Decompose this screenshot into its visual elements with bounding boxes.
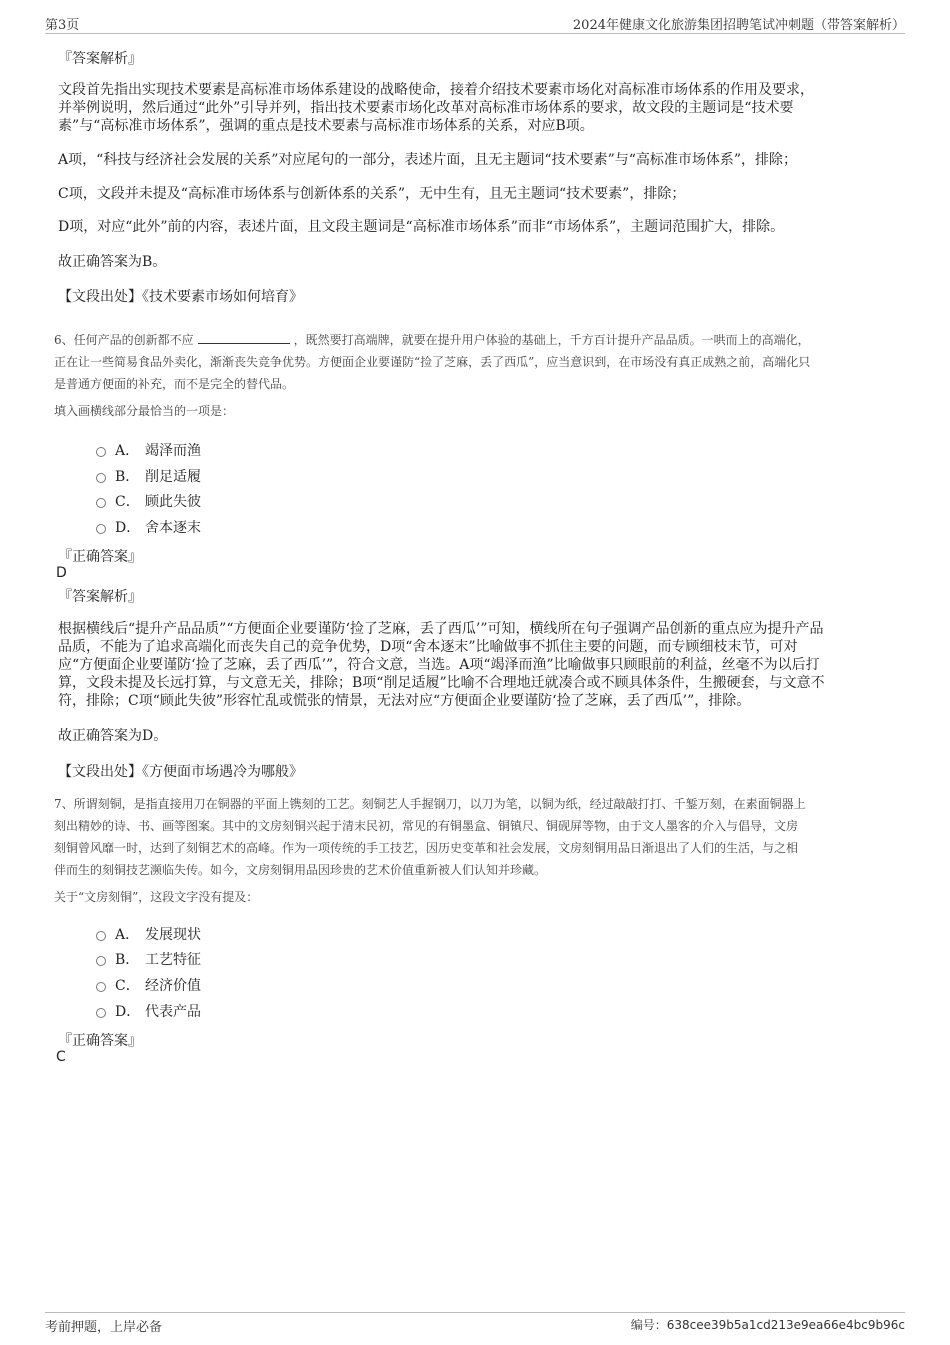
option-a[interactable]	[96, 924, 201, 944]
analysis-label: 『答案解析』	[58, 589, 142, 605]
option-b[interactable]	[96, 466, 201, 486]
radio-icon[interactable]	[96, 447, 106, 457]
radio-icon[interactable]	[96, 931, 106, 941]
document-title: 2024年健康文化旅游集团招聘笔试冲刺题（带答案解析）	[572, 18, 905, 33]
option-letter: C．	[115, 978, 140, 994]
radio-icon[interactable]	[96, 498, 106, 508]
footer-slogan: 考前押题，上岸必备	[45, 1320, 163, 1335]
correct-answer-label: 『正确答案』	[58, 1033, 142, 1049]
question-line: 伴而生的刻铜技艺濒临失传。如今，文房刻铜用品因珍贵的艺术价值重新被人们认知并珍藏。	[54, 863, 547, 877]
analysis-option-c: C项，文段并未提及“高标准市场体系与创新体系的关系”，无中生有，且无主题词“技术要素”，排除；	[58, 186, 686, 202]
option-letter: C．	[115, 494, 140, 510]
option-text: 代表产品	[145, 1004, 201, 1020]
option-a[interactable]	[96, 440, 201, 460]
question-line: 刻铜曾风靡一时，达到了刻铜艺术的高峰。作为一项传统的手工技艺，因历史变革和社会发展，文房刻铜用品日渐退出了人们的生活，与之相	[54, 841, 799, 855]
analysis-line: 并举例说明，然后通过“此外”引导并列，指出技术要素市场化改革对高标准市场体系的要求，故文段的主题词是“技术要	[58, 100, 794, 116]
analysis-line: 应“方便面企业要谨防‘捡了芝麻，丢了西瓜’”，符合文意，当选。A项“竭泽而渔”比喻做事只顾眼前的利益，丝毫不为以后打	[58, 657, 820, 673]
option-d[interactable]	[96, 517, 201, 537]
option-b[interactable]	[96, 949, 201, 969]
analysis-text	[58, 81, 888, 135]
question-line: 7、所谓刻铜，是指直接用刀在铜器的平面上镌刻的工艺。刻铜艺人手握钢刀，以刀为笔，以铜为纸，经过敲敲打打、千錾万刻，在素面铜器上	[54, 797, 806, 811]
analysis-text	[58, 620, 888, 710]
analysis-option-d: D项，对应“此外”前的内容，表述片面，且文段主题词是“高标准市场体系”而非“市场体系”，主题词范围扩大，排除。	[58, 219, 785, 235]
question-line: 正在让一些简易食品外卖化，渐渐丧失竞争优势。方便面企业要谨防“捡了芝麻，丢了西瓜”，应当意识到，在市场没有真正成熟之前，高端化只	[54, 355, 811, 369]
radio-icon[interactable]	[96, 1008, 106, 1018]
question-6-prompt: 填入画横线部分最恰当的一项是：	[54, 404, 235, 418]
question-line: 是普通方便面的补充，而不是完全的替代品。	[54, 377, 295, 391]
analysis-line: 品质，不能为了追求高端化而丧失自己的竞争优势，D项“舍本逐末”比喻做事不抓住主要的问题，而专顾细枝末节，可对	[58, 639, 798, 655]
correct-answer: C	[56, 1049, 66, 1065]
option-text: 竭泽而渔	[145, 443, 201, 459]
page-number: 第3页	[45, 18, 80, 33]
radio-icon[interactable]	[96, 473, 106, 483]
correct-answer-label: 『正确答案』	[58, 549, 142, 565]
question-7-stem	[54, 793, 904, 881]
radio-icon[interactable]	[96, 982, 106, 992]
header-divider	[45, 33, 905, 34]
option-letter: B．	[115, 952, 140, 968]
analysis-line: 文段首先指出实现技术要素是高标准市场体系建设的战略使命，接着介绍技术要素市场化对高标准市场体系的作用及要求，	[58, 82, 814, 98]
analysis-label: 『答案解析』	[58, 51, 142, 67]
analysis-line: 符，排除；C项“顾此失彼”形容忙乱或慌张的情景，无法对应“方便面企业要谨防‘捡了芝麻，丢了西瓜’”，排除。	[58, 693, 751, 709]
analysis-line: 算，文段未提及长远打算，与文意无关，排除；B项“削足适履”比喻不合理地迁就凑合或不顾具体条件，生搬硬套，与文意不	[58, 675, 825, 691]
radio-icon[interactable]	[96, 524, 106, 534]
option-text: 削足适履	[145, 469, 201, 485]
question-text: ，既然要打高端牌，就要在提升用户体验的基础上，千方百计提升产品品质。一哄而上的高端化，	[293, 333, 810, 347]
question-line: 刻出精妙的诗、书、画等图案。其中的文房刻铜兴起于清末民初，常见的有铜墨盒、铜镇尺、铜砚屏等物，由于文人墨客的介入与倡导，文房	[54, 819, 799, 833]
option-c[interactable]	[96, 491, 201, 511]
analysis-conclusion: 故正确答案为D。	[58, 728, 168, 744]
document-id: 编号：638cee39b5a1cd213e9ea66e4bc9b96c	[630, 1318, 905, 1332]
radio-icon[interactable]	[96, 956, 106, 966]
correct-answer: D	[56, 565, 67, 581]
question-line	[54, 329, 904, 351]
analysis-line: 素”与“高标准市场体系”，强调的重点是技术要素与高标准市场体系的关系，对应B项。	[58, 118, 594, 134]
analysis-conclusion: 故正确答案为B。	[58, 254, 167, 270]
passage-source: 【文段出处】《技术要素市场如何培育》	[58, 289, 303, 305]
option-letter: A．	[115, 443, 140, 459]
fill-blank	[198, 331, 290, 344]
option-text: 工艺特征	[145, 952, 201, 968]
option-letter: A．	[115, 927, 140, 943]
analysis-option-a: A项，“科技与经济社会发展的关系”对应尾句的一部分，表述片面，且无主题词“技术要素”与“高标准市场体系”，排除；	[58, 152, 798, 168]
option-text: 发展现状	[145, 927, 201, 943]
option-c[interactable]	[96, 975, 201, 995]
footer-divider	[45, 1312, 905, 1313]
option-d[interactable]	[96, 1001, 201, 1021]
option-text: 顾此失彼	[145, 494, 201, 510]
question-prefix: 6、任何产品的创新都不应	[54, 333, 194, 347]
option-text: 舍本逐末	[145, 520, 201, 536]
option-text: 经济价值	[145, 978, 201, 994]
option-letter: D．	[115, 1004, 141, 1020]
question-6-stem	[54, 329, 904, 395]
analysis-line: 根据横线后“提升产品品质”“方便面企业要谨防‘捡了芝麻，丢了西瓜’”可知，横线所在句子强调产品创新的重点应为提升产品	[58, 621, 824, 637]
passage-source: 【文段出处】《方便面市场遇冷为哪般》	[58, 764, 303, 780]
option-letter: B．	[115, 469, 140, 485]
question-7-prompt: 关于“文房刻铜”，这段文字没有提及：	[54, 890, 259, 904]
option-letter: D．	[115, 520, 141, 536]
